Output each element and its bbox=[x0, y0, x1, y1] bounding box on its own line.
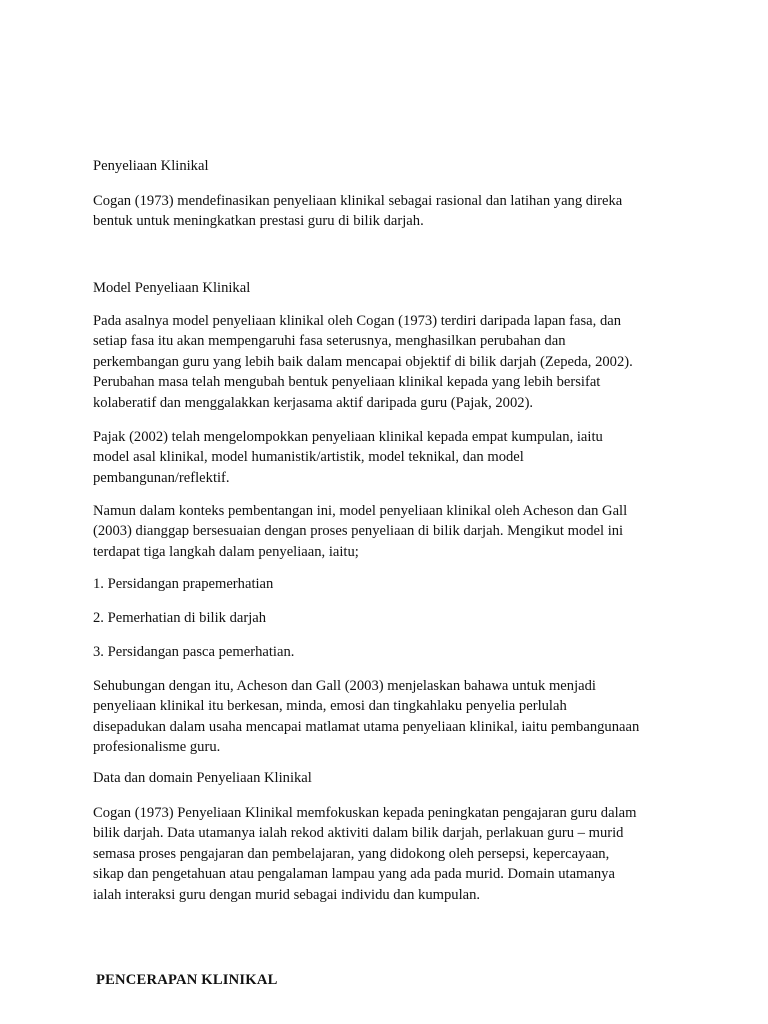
footer-heading-pencerapan: PENCERAPAN KLINIKAL bbox=[96, 972, 278, 988]
paragraph-model-history: Pada asalnya model penyeliaan klinikal oleh Cogan (1973) terdiri daripada lapan fasa, dan setiap fasa itu akan mempengaruhi fasa seterusnya, menghasilkan perubahan dan perkembangan guru yang lebih baik dalam mencapai objektif di bilik darjah (Zepeda, 2002). Perubahan masa telah mengubah bentuk penyeliaan klinikal kepada yang lebih bersifat kolaberatif dan menggalakkan kerjasama aktif daripada guru (Pajak, 2002). bbox=[93, 313, 633, 411]
section-heading-data-domain: Data dan domain Penyeliaan Klinikal bbox=[93, 770, 312, 786]
list-item-step-1: 1. Persidangan prapemerhatian bbox=[93, 576, 274, 592]
list-item-step-3: 3. Persidangan pasca pemerhatian. bbox=[93, 644, 295, 660]
paragraph-pajak-groups: Pajak (2002) telah mengelompokkan penyeliaan klinikal kepada empat kumpulan, iaitu model asal klinikal, model humanistik/artistik, model teknikal, dan model pembangunan/reflektif. bbox=[93, 429, 603, 486]
paragraph-definition: Cogan (1973) mendefinasikan penyeliaan klinikal sebagai rasional dan latihan yang direka bentuk untuk meningkatkan prestasi guru di bilik darjah. bbox=[93, 193, 623, 230]
section-heading-model: Model Penyeliaan Klinikal bbox=[93, 280, 251, 296]
section-heading-penyeliaan-klinikal: Penyeliaan Klinikal bbox=[93, 158, 209, 174]
list-item-step-2: 2. Pemerhatian di bilik darjah bbox=[93, 610, 267, 626]
paragraph-acheson-gall: Namun dalam konteks pembentangan ini, model penyeliaan klinikal oleh Acheson dan Gall (2003) dianggap bersesuaian dengan proses penyeliaan di bilik darjah. Mengikut model ini terdapat tiga langkah dalam penyeliaan, iaitu; bbox=[93, 503, 628, 560]
paragraph-effectiveness: Sehubungan dengan itu, Acheson dan Gall (2003) menjelaskan bahawa untuk menjadi penyeliaan klinikal itu berkesan, minda, emosi dan tingkahlaku penyelia perlulah disepadukan dalam usaha mencapai matlamat utama penyeliaan klinikal, iaitu pembangunaan profesionalisme guru. bbox=[93, 678, 640, 756]
paragraph-data-domain: Cogan (1973) Penyeliaan Klinikal memfokuskan kepada peningkatan pengajaran guru dalam bilik darjah. Data utamanya ialah rekod aktiviti dalam bilik darjah, perlakuan guru – murid semasa proses pengajaran dan pembelajaran, yang didokong oleh persepsi, kepercayaan, sikap dan pengetahuan atau pengalaman lampau yang ada pada murid. Domain utamanya ialah interaksi guru dengan murid sebagai individu dan kumpulan. bbox=[93, 805, 637, 903]
